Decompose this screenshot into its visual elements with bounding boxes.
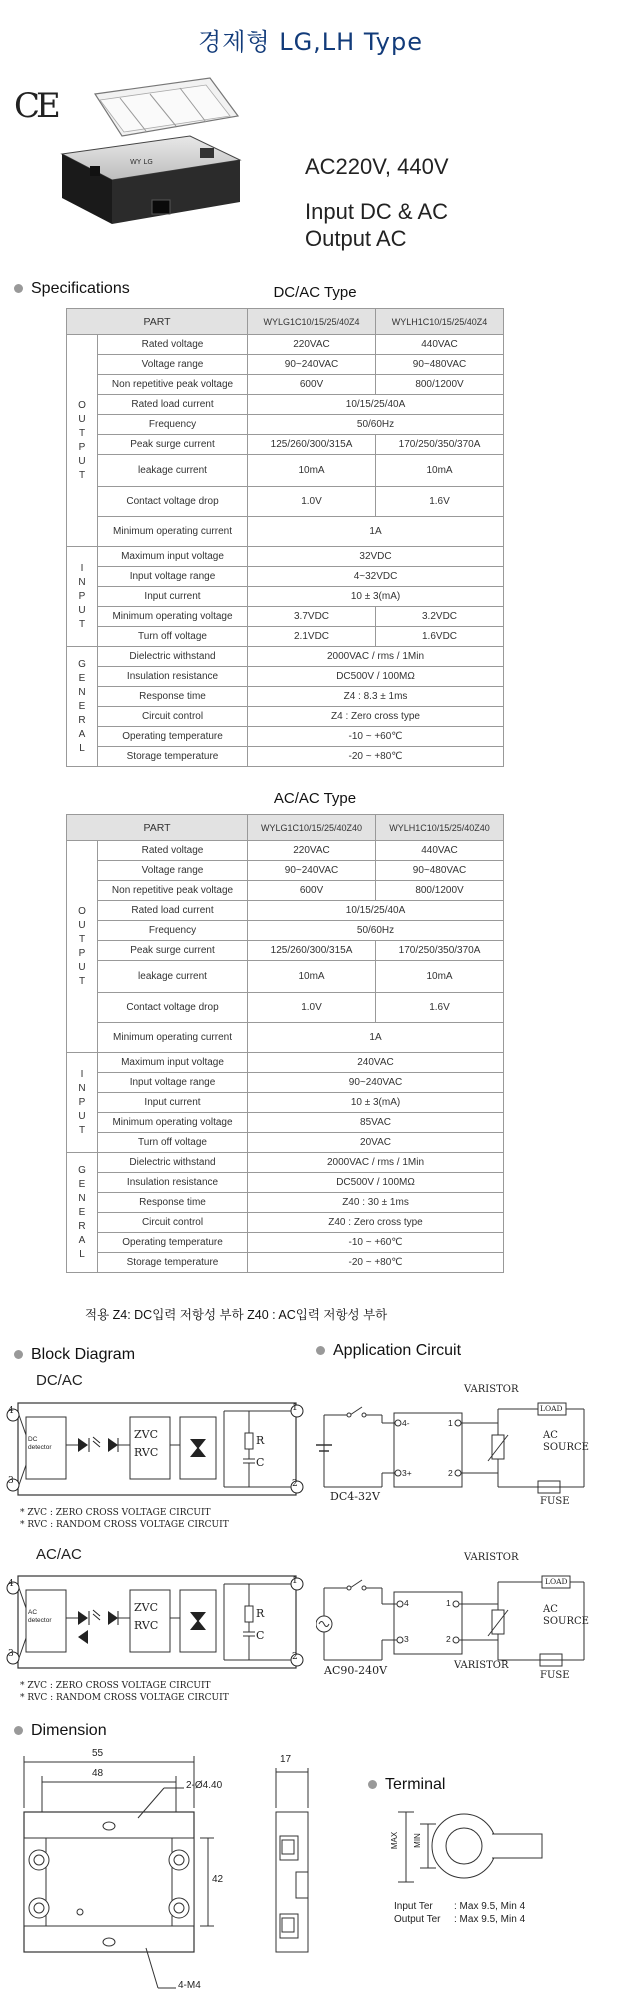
dcac-table-title: DC/AC Type bbox=[273, 284, 357, 301]
part-header: PART bbox=[67, 309, 248, 335]
spec-value: Z40 : Zero cross type bbox=[248, 1213, 504, 1233]
spec-row bbox=[67, 627, 504, 647]
spec-value: 90~480VAC bbox=[376, 861, 504, 881]
spec-row bbox=[67, 941, 504, 961]
acac-spec-table bbox=[66, 814, 504, 1273]
dc-supply-label: DC4-32V bbox=[330, 1490, 380, 1503]
spec-row bbox=[67, 1193, 504, 1213]
spec-row bbox=[67, 1073, 504, 1093]
spec-label: Minimum operating current bbox=[98, 1023, 248, 1053]
applicable-load-note: 적용 Z4: DC입력 저항성 부하 Z40 : AC입력 저항성 부하 bbox=[85, 1308, 388, 1322]
spec-row bbox=[67, 375, 504, 395]
spec-label: Turn off voltage bbox=[98, 627, 248, 647]
spec-value: -10 ~ +60℃ bbox=[248, 727, 504, 747]
spec-value: 10mA bbox=[376, 455, 504, 487]
spec-label: Contact voltage drop bbox=[98, 487, 248, 517]
legend-zvc: * ZVC : ZERO CROSS VOLTAGE CIRCUIT bbox=[20, 1508, 211, 1518]
load-label: LOAD bbox=[540, 1404, 563, 1413]
spec-row bbox=[67, 355, 504, 375]
spec-label: Minimum operating voltage bbox=[98, 607, 248, 627]
terminal-min: MIN bbox=[412, 1833, 422, 1848]
spec-label: Rated voltage bbox=[98, 335, 248, 355]
dc-detector-label: DC detector bbox=[28, 1436, 52, 1451]
spec-value: 1.6VDC bbox=[376, 627, 504, 647]
spec-row bbox=[67, 415, 504, 435]
input-terminal-spec: : Max 9.5, Min 4 bbox=[454, 1901, 526, 1912]
dim-width-48: 48 bbox=[92, 1768, 104, 1779]
spec-value: Z40 : 30 ± 1ms bbox=[248, 1193, 504, 1213]
varistor-label-lower: VARISTOR bbox=[454, 1660, 509, 1671]
spec-row bbox=[67, 647, 504, 667]
spec-value: Z4 : Zero cross type bbox=[248, 707, 504, 727]
spec-value: 240VAC bbox=[248, 1053, 504, 1073]
spec-label: Maximum input voltage bbox=[98, 547, 248, 567]
spec-row bbox=[67, 1253, 504, 1273]
spec-label: Insulation resistance bbox=[98, 1173, 248, 1193]
legend-rvc: * RVC : RANDOM CROSS VOLTAGE CIRCUIT bbox=[20, 1693, 229, 1703]
pin-4: 4 bbox=[404, 1598, 409, 1608]
resistor-label: R bbox=[256, 1607, 265, 1620]
spec-label: Storage temperature bbox=[98, 747, 248, 767]
spec-value: 1A bbox=[248, 517, 504, 547]
resistor-label: R bbox=[256, 1434, 265, 1447]
spec-value: 10mA bbox=[376, 961, 504, 993]
varistor-label: VARISTOR bbox=[464, 1384, 519, 1395]
ac-source-label: AC SOURCE bbox=[543, 1430, 589, 1453]
spec-value: 4~32VDC bbox=[248, 567, 504, 587]
dcac-pin-3: 3 bbox=[8, 1476, 14, 1486]
model-header: WYLG1C10/15/25/40Z4 bbox=[248, 309, 376, 335]
spec-label: leakage current bbox=[98, 961, 248, 993]
spec-value: DC500V / 100MΩ bbox=[248, 667, 504, 687]
load-label: LOAD bbox=[545, 1577, 568, 1586]
spec-row bbox=[67, 667, 504, 687]
spec-value: 220VAC bbox=[248, 841, 376, 861]
spec-value: 1.0V bbox=[248, 487, 376, 517]
spec-value: 170/250/350/370A bbox=[376, 941, 504, 961]
model-header: WYLH1C10/15/25/40Z4 bbox=[376, 309, 504, 335]
acac-pin-1: 1 bbox=[292, 1576, 298, 1586]
specifications-heading bbox=[14, 280, 130, 298]
pin-1: 1 bbox=[448, 1418, 453, 1428]
spec-label: Voltage range bbox=[98, 355, 248, 375]
dcac-pin-4: 4 bbox=[8, 1406, 14, 1416]
fuse-label: FUSE bbox=[540, 1496, 570, 1507]
product-photo bbox=[50, 76, 250, 226]
output-terminal-spec: : Max 9.5, Min 4 bbox=[454, 1914, 526, 1925]
spec-value: 800/1200V bbox=[376, 881, 504, 901]
spec-row bbox=[67, 707, 504, 727]
spec-value: 50/60Hz bbox=[248, 415, 504, 435]
spec-row bbox=[67, 861, 504, 881]
spec-value: 20VAC bbox=[248, 1133, 504, 1153]
spec-value: 440VAC bbox=[376, 841, 504, 861]
spec-label: Input voltage range bbox=[98, 567, 248, 587]
spec-row bbox=[67, 1133, 504, 1153]
spec-value: 1.6V bbox=[376, 993, 504, 1023]
spec-row bbox=[67, 1053, 504, 1073]
spec-value: 10 ± 3(mA) bbox=[248, 587, 504, 607]
dim-height-42: 42 bbox=[212, 1874, 224, 1885]
spec-label: Frequency bbox=[98, 921, 248, 941]
bullet-icon bbox=[14, 284, 23, 293]
block-diagram-label: Block Diagram bbox=[31, 1346, 136, 1363]
bullet-icon bbox=[316, 1346, 325, 1355]
general-group-label: G E N E R A L bbox=[67, 647, 98, 767]
spec-row bbox=[67, 335, 504, 355]
spec-row bbox=[67, 1233, 504, 1253]
spec-label: Minimum operating voltage bbox=[98, 1113, 248, 1133]
spec-row bbox=[67, 841, 504, 861]
pin-2: 2 bbox=[448, 1468, 453, 1478]
terminal-heading bbox=[368, 1776, 445, 1794]
spec-row bbox=[67, 567, 504, 587]
input-group-label: I N P U T bbox=[67, 547, 98, 647]
spec-value: 125/260/300/315A bbox=[248, 941, 376, 961]
spec-value: 1.0V bbox=[248, 993, 376, 1023]
spec-label: Input current bbox=[98, 1093, 248, 1113]
spec-label: Voltage range bbox=[98, 861, 248, 881]
spec-row bbox=[67, 881, 504, 901]
spec-row bbox=[67, 727, 504, 747]
capacitor-label: C bbox=[256, 1456, 265, 1469]
spec-value: 90~240VAC bbox=[248, 1073, 504, 1093]
spec-label: leakage current bbox=[98, 455, 248, 487]
spec-value: 10/15/25/40A bbox=[248, 901, 504, 921]
spec-label: Non repetitive peak voltage bbox=[98, 881, 248, 901]
io-type bbox=[305, 198, 448, 252]
spec-value: 125/260/300/315A bbox=[248, 435, 376, 455]
spec-label: Operating temperature bbox=[98, 727, 248, 747]
ce-mark: CE bbox=[14, 86, 57, 126]
output-terminal-label: Output Ter bbox=[394, 1914, 441, 1925]
spec-value: 2000VAC / rms / 1Min bbox=[248, 647, 504, 667]
pin-2: 2 bbox=[446, 1634, 451, 1644]
spec-row bbox=[67, 395, 504, 415]
spec-label: Dielectric withstand bbox=[98, 647, 248, 667]
legend-rvc: * RVC : RANDOM CROSS VOLTAGE CIRCUIT bbox=[20, 1520, 229, 1530]
spec-label: Rated load current bbox=[98, 395, 248, 415]
spec-value: 1A bbox=[248, 1023, 504, 1053]
dcac-spec-table bbox=[66, 308, 504, 767]
pin-4-minus: 4- bbox=[402, 1418, 410, 1428]
application-circuit-label: Application Circuit bbox=[333, 1342, 462, 1359]
rvc-label: RVC bbox=[134, 1446, 159, 1459]
spec-value: 170/250/350/370A bbox=[376, 435, 504, 455]
capacitor-label: C bbox=[256, 1629, 265, 1642]
spec-row bbox=[67, 587, 504, 607]
spec-label: Response time bbox=[98, 1193, 248, 1213]
spec-value: 85VAC bbox=[248, 1113, 504, 1133]
dim-width-55: 55 bbox=[92, 1748, 104, 1759]
fuse-label: FUSE bbox=[540, 1670, 570, 1681]
zvc-label: ZVC bbox=[134, 1428, 159, 1441]
spec-value: 3.2VDC bbox=[376, 607, 504, 627]
block-diagram-heading bbox=[14, 1346, 135, 1364]
terminal-label: Terminal bbox=[385, 1776, 446, 1793]
spec-row bbox=[67, 1023, 504, 1053]
spec-row bbox=[67, 993, 504, 1023]
spec-value: 90~480VAC bbox=[376, 355, 504, 375]
spec-row bbox=[67, 1213, 504, 1233]
spec-row bbox=[67, 517, 504, 547]
spec-row bbox=[67, 455, 504, 487]
spec-value: 50/60Hz bbox=[248, 921, 504, 941]
acac-table-title: AC/AC Type bbox=[273, 790, 357, 807]
varistor-label: VARISTOR bbox=[464, 1552, 519, 1563]
input-group-label: I N P U T bbox=[67, 1053, 98, 1153]
dim-screw: 4-M4 bbox=[178, 1980, 201, 1991]
dcac-diagram-label: DC/AC bbox=[36, 1372, 83, 1389]
ac-source-label: AC SOURCE bbox=[543, 1604, 589, 1627]
spec-row bbox=[67, 1093, 504, 1113]
part-header: PART bbox=[67, 815, 248, 841]
input-type: Input DC & AC bbox=[305, 199, 449, 224]
spec-row bbox=[67, 901, 504, 921]
spec-label: Dielectric withstand bbox=[98, 1153, 248, 1173]
spec-value: 90~240VAC bbox=[248, 355, 376, 375]
terminal-max: MAX bbox=[390, 1831, 400, 1850]
spec-value: 1.6V bbox=[376, 487, 504, 517]
ac-supply-label: AC90-240V bbox=[324, 1664, 388, 1677]
spec-value: 440VAC bbox=[376, 335, 504, 355]
pin-3: 3 bbox=[404, 1634, 409, 1644]
spec-label: Response time bbox=[98, 687, 248, 707]
spec-value: 10/15/25/40A bbox=[248, 395, 504, 415]
spec-label: Peak surge current bbox=[98, 941, 248, 961]
terminal-specs bbox=[394, 1900, 525, 1926]
spec-label: Peak surge current bbox=[98, 435, 248, 455]
spec-value: Z4 : 8.3 ± 1ms bbox=[248, 687, 504, 707]
spec-row bbox=[67, 747, 504, 767]
general-group-label: G E N E R A L bbox=[67, 1153, 98, 1273]
dimension-drawing bbox=[14, 1748, 284, 2002]
application-circuit-heading bbox=[316, 1342, 461, 1360]
zvc-label: ZVC bbox=[134, 1601, 159, 1614]
spec-value: -20 ~ +80℃ bbox=[248, 1253, 504, 1273]
model-header: WYLG1C10/15/25/40Z40 bbox=[248, 815, 376, 841]
spec-label: Contact voltage drop bbox=[98, 993, 248, 1023]
input-terminal-label: Input Ter bbox=[394, 1901, 433, 1912]
spec-value: 2000VAC / rms / 1Min bbox=[248, 1153, 504, 1173]
spec-row bbox=[67, 547, 504, 567]
rating-voltage: AC220V, 440V bbox=[305, 154, 449, 179]
ac-detector-label: AC detector bbox=[28, 1609, 52, 1624]
spec-row bbox=[67, 1153, 504, 1173]
spec-value: 220VAC bbox=[248, 335, 376, 355]
spec-row bbox=[67, 921, 504, 941]
output-type: Output AC bbox=[305, 226, 407, 251]
legend-zvc: * ZVC : ZERO CROSS VOLTAGE CIRCUIT bbox=[20, 1681, 211, 1691]
dcac-pin-2: 2 bbox=[292, 1479, 298, 1489]
spec-value: 90~240VAC bbox=[248, 861, 376, 881]
spec-label: Insulation resistance bbox=[98, 667, 248, 687]
side-view-drawing bbox=[268, 1768, 316, 1998]
spec-value: 10mA bbox=[248, 961, 376, 993]
dim-depth-17: 17 bbox=[280, 1754, 292, 1765]
spec-label: Input voltage range bbox=[98, 1073, 248, 1093]
model-header: WYLH1C10/15/25/40Z40 bbox=[376, 815, 504, 841]
spec-value: -10 ~ +60℃ bbox=[248, 1233, 504, 1253]
acac-pin-3: 3 bbox=[8, 1649, 14, 1659]
spec-value: 600V bbox=[248, 375, 376, 395]
spec-row bbox=[67, 607, 504, 627]
spec-value: 2.1VDC bbox=[248, 627, 376, 647]
spec-row bbox=[67, 1173, 504, 1193]
dimension-label: Dimension bbox=[31, 1722, 107, 1739]
spec-value: 32VDC bbox=[248, 547, 504, 567]
spec-row bbox=[67, 687, 504, 707]
spec-value: 3.7VDC bbox=[248, 607, 376, 627]
spec-label: Operating temperature bbox=[98, 1233, 248, 1253]
specifications-label: Specifications bbox=[31, 280, 130, 297]
rvc-label: RVC bbox=[134, 1619, 159, 1632]
bullet-icon bbox=[368, 1780, 377, 1789]
spec-row bbox=[67, 487, 504, 517]
acac-pin-4: 4 bbox=[8, 1579, 14, 1589]
spec-value: -20 ~ +80℃ bbox=[248, 747, 504, 767]
spec-value: 10mA bbox=[248, 455, 376, 487]
pin-1: 1 bbox=[446, 1598, 451, 1608]
dcac-pin-1: 1 bbox=[292, 1403, 298, 1413]
spec-row bbox=[67, 961, 504, 993]
spec-row bbox=[67, 1113, 504, 1133]
spec-label: Input current bbox=[98, 587, 248, 607]
acac-pin-2: 2 bbox=[292, 1652, 298, 1662]
spec-value: 800/1200V bbox=[376, 375, 504, 395]
bullet-icon bbox=[14, 1726, 23, 1735]
dim-hole: 2-Ø4.40 bbox=[186, 1780, 223, 1791]
svg-text:WY LG: WY LG bbox=[130, 158, 153, 166]
pin-3-plus: 3+ bbox=[402, 1468, 412, 1478]
spec-label: Circuit control bbox=[98, 1213, 248, 1233]
page-title: 경제형 LG,LH Type bbox=[198, 28, 423, 56]
spec-value: 10 ± 3(mA) bbox=[248, 1093, 504, 1113]
spec-row bbox=[67, 435, 504, 455]
spec-label: Maximum input voltage bbox=[98, 1053, 248, 1073]
spec-label: Frequency bbox=[98, 415, 248, 435]
spec-label: Rated load current bbox=[98, 901, 248, 921]
dimension-heading bbox=[14, 1722, 107, 1740]
output-group-label: O U T P U T bbox=[67, 841, 98, 1053]
spec-label: Non repetitive peak voltage bbox=[98, 375, 248, 395]
spec-label: Turn off voltage bbox=[98, 1133, 248, 1153]
spec-label: Storage temperature bbox=[98, 1253, 248, 1273]
spec-value: DC500V / 100MΩ bbox=[248, 1173, 504, 1193]
spec-value: 600V bbox=[248, 881, 376, 901]
spec-label: Minimum operating current bbox=[98, 517, 248, 547]
spec-label: Rated voltage bbox=[98, 841, 248, 861]
bullet-icon bbox=[14, 1350, 23, 1359]
output-group-label: O U T P U T bbox=[67, 335, 98, 547]
acac-diagram-label: AC/AC bbox=[36, 1546, 82, 1563]
spec-label: Circuit control bbox=[98, 707, 248, 727]
